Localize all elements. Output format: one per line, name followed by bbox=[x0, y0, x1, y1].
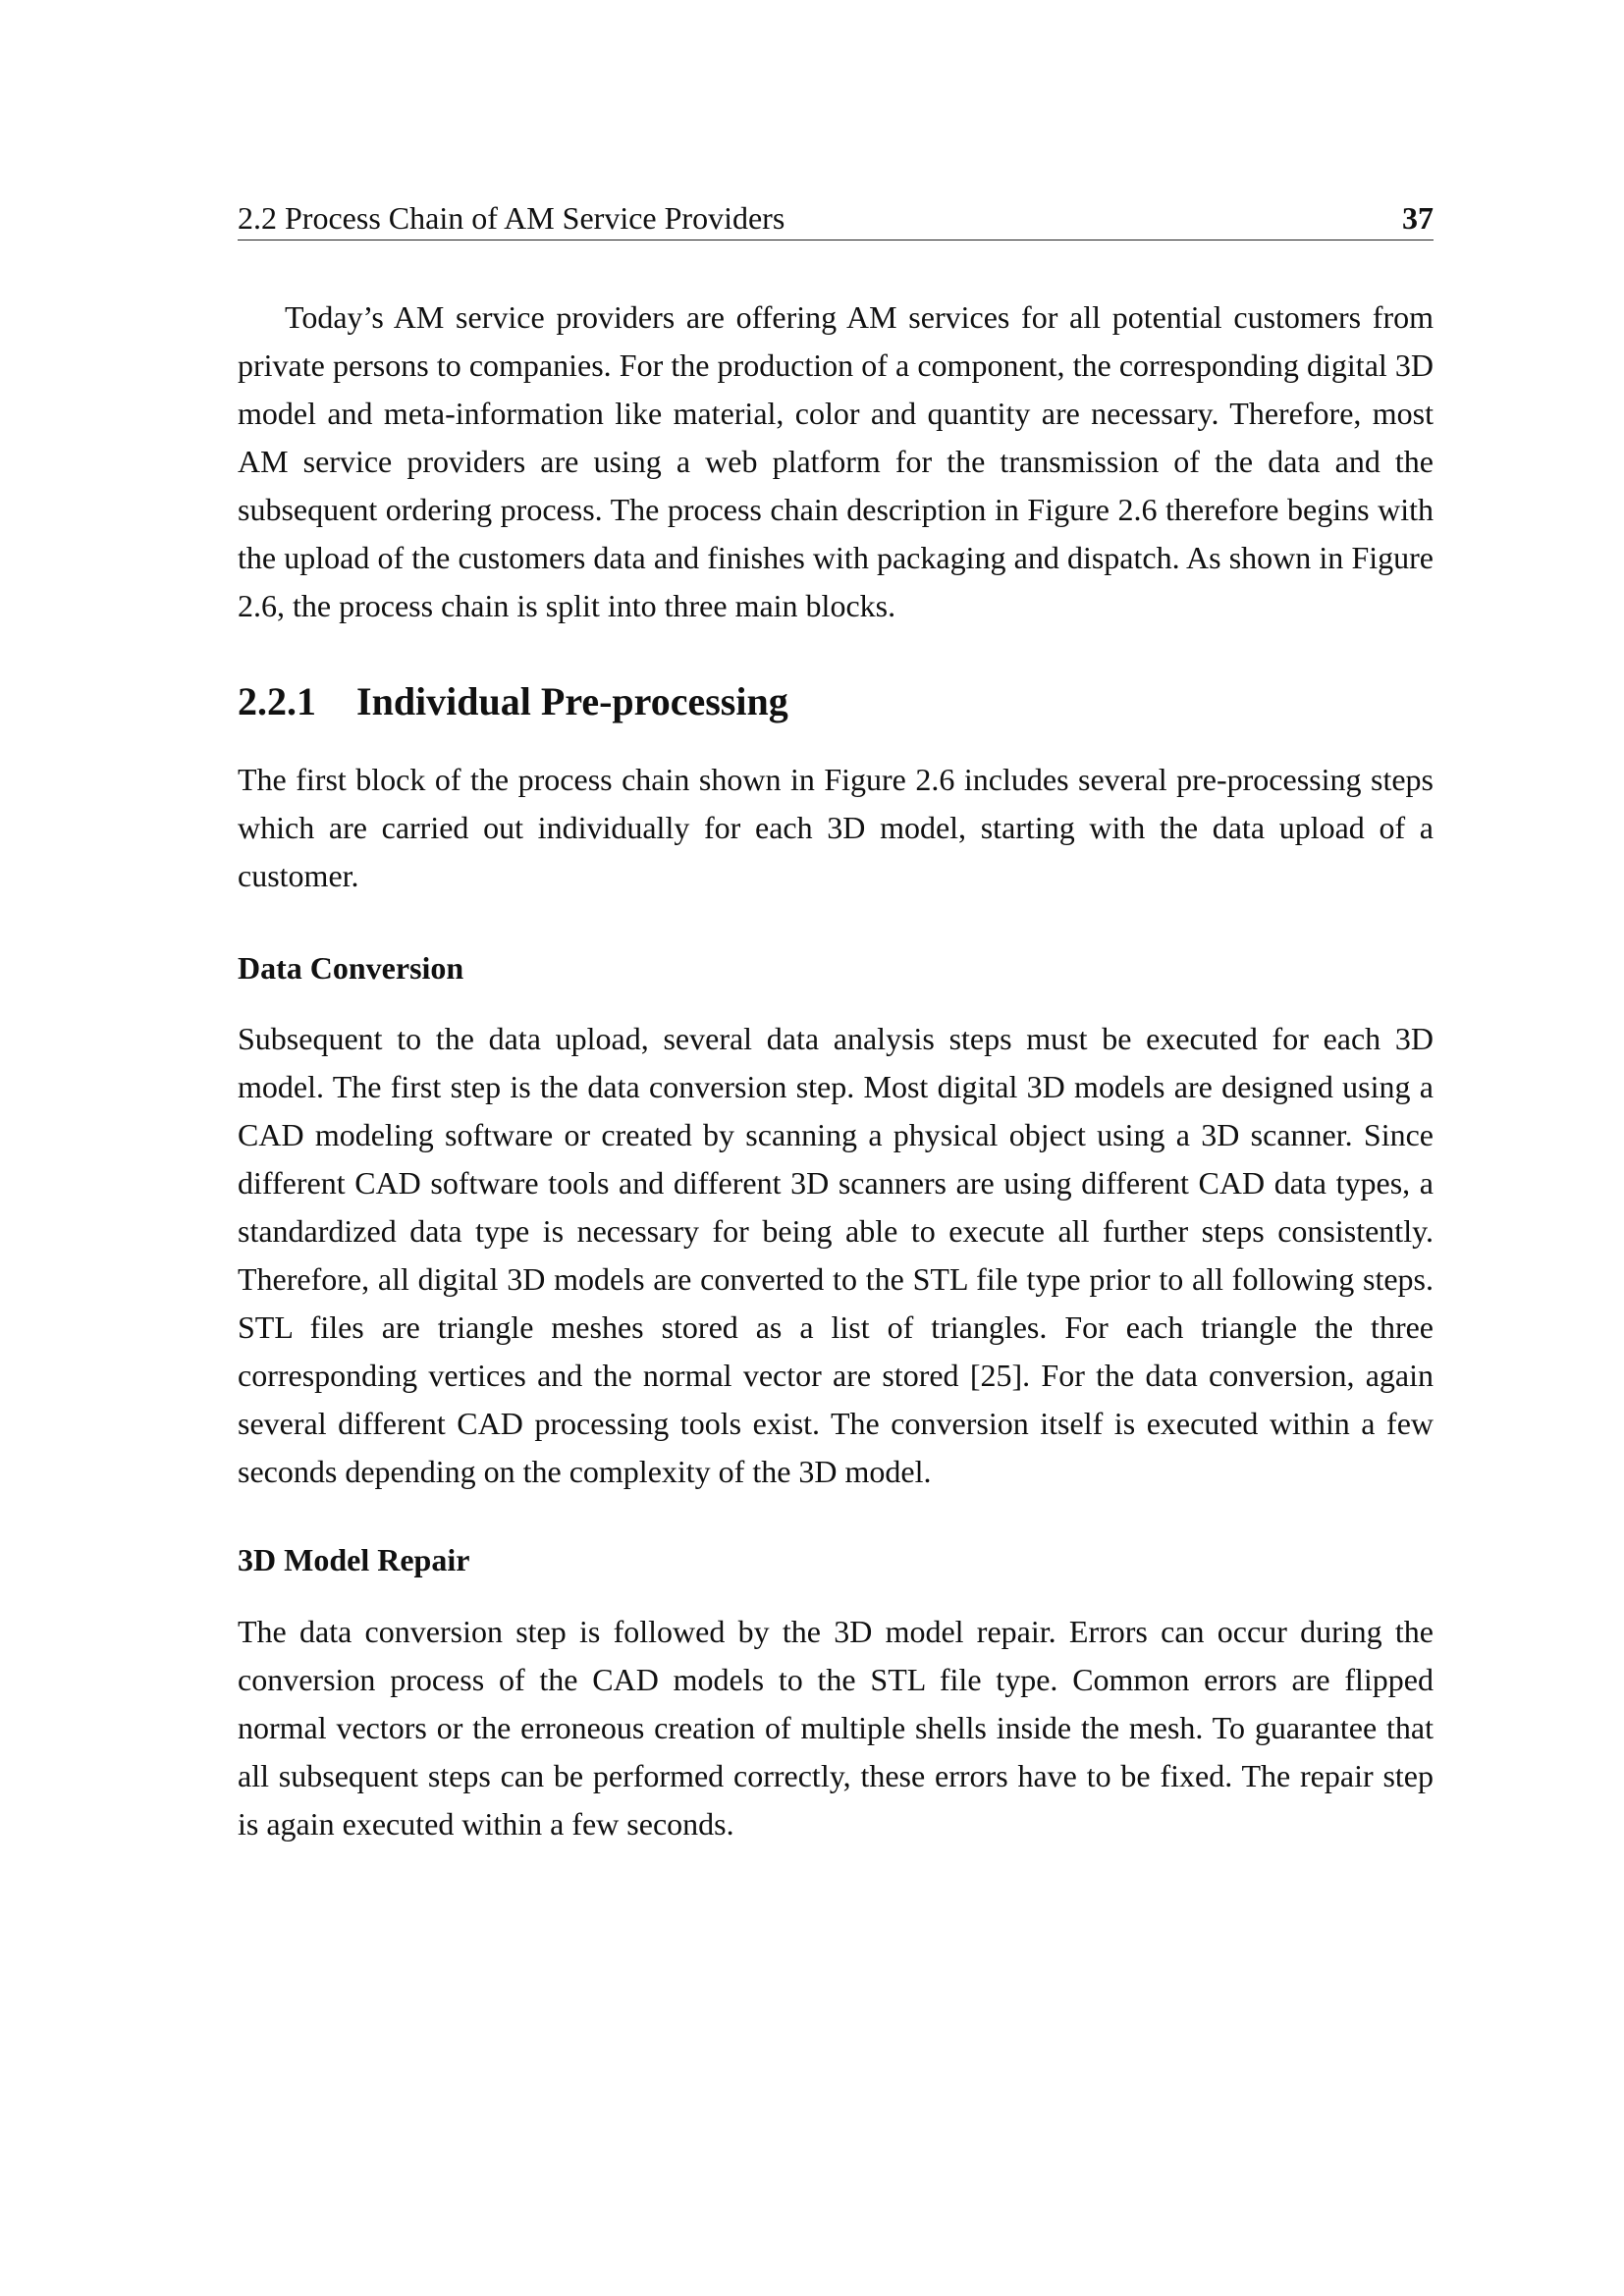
page-number: 37 bbox=[1402, 200, 1434, 236]
intro-paragraph: Today’s AM service providers are offering AM services for all potential customers from private persons to companies. For the production of a component, the corresponding digital 3D model and meta-information like material, color and quantity are necessary. Therefore, most AM service providers are using a web platform for the transmission of the data and the subsequent ordering process. The process chain description in Figure 2.6 therefore begins with the upload of the customers data and finishes with packaging and dispatch. As shown in Figure 2.6, the process chain is split into three main blocks. bbox=[238, 299, 1434, 623]
subsection-paragraph-model-repair: The data conversion step is followed by the 3D model repair. Errors can occur during the conversion process of the CAD models to the STL file type. Common errors are flipped normal vectors or the erroneous creation of multiple shells inside the mesh. To guarantee that all subsequent steps can be performed correctly, these errors have to be fixed. The repair step is again executed within a few seconds. bbox=[238, 1614, 1434, 1842]
subsection-paragraph-data-conversion: Subsequent to the data upload, several data analysis steps must be executed for each 3D model. The first step is the data conversion step. Most digital 3D models are designed using a CAD modeling software or created by scanning a physical object using a 3D scanner. Since different CAD software tools and different 3D scanners are using different CAD data types, a standardized data type is necessary for being able to execute all further steps consistently. Therefore, all digital 3D models are converted to the STL file type prior to all following steps. STL files are triangle meshes stored as a list of triangles. For each triangle the three corresponding vertices and the normal vector are stored [25]. For the data conversion, again several different CAD processing tools exist. The conversion itself is executed within a few seconds depending on the complexity of the 3D model. bbox=[238, 1021, 1434, 1489]
subsection-heading-data-conversion: Data Conversion bbox=[238, 950, 464, 986]
running-header bbox=[238, 196, 1434, 240]
section-title: Individual Pre-processing bbox=[356, 679, 788, 723]
running-title: 2.2 Process Chain of AM Service Providers bbox=[238, 200, 785, 236]
section-paragraph: The first block of the process chain shown in Figure 2.6 includes several pre-processing steps which are carried out individually for each 3D model, starting with the data upload of a customer. bbox=[238, 762, 1434, 893]
section-heading bbox=[238, 677, 788, 726]
section-number: 2.2.1 bbox=[238, 679, 316, 723]
subsection-heading-model-repair: 3D Model Repair bbox=[238, 1542, 470, 1577]
